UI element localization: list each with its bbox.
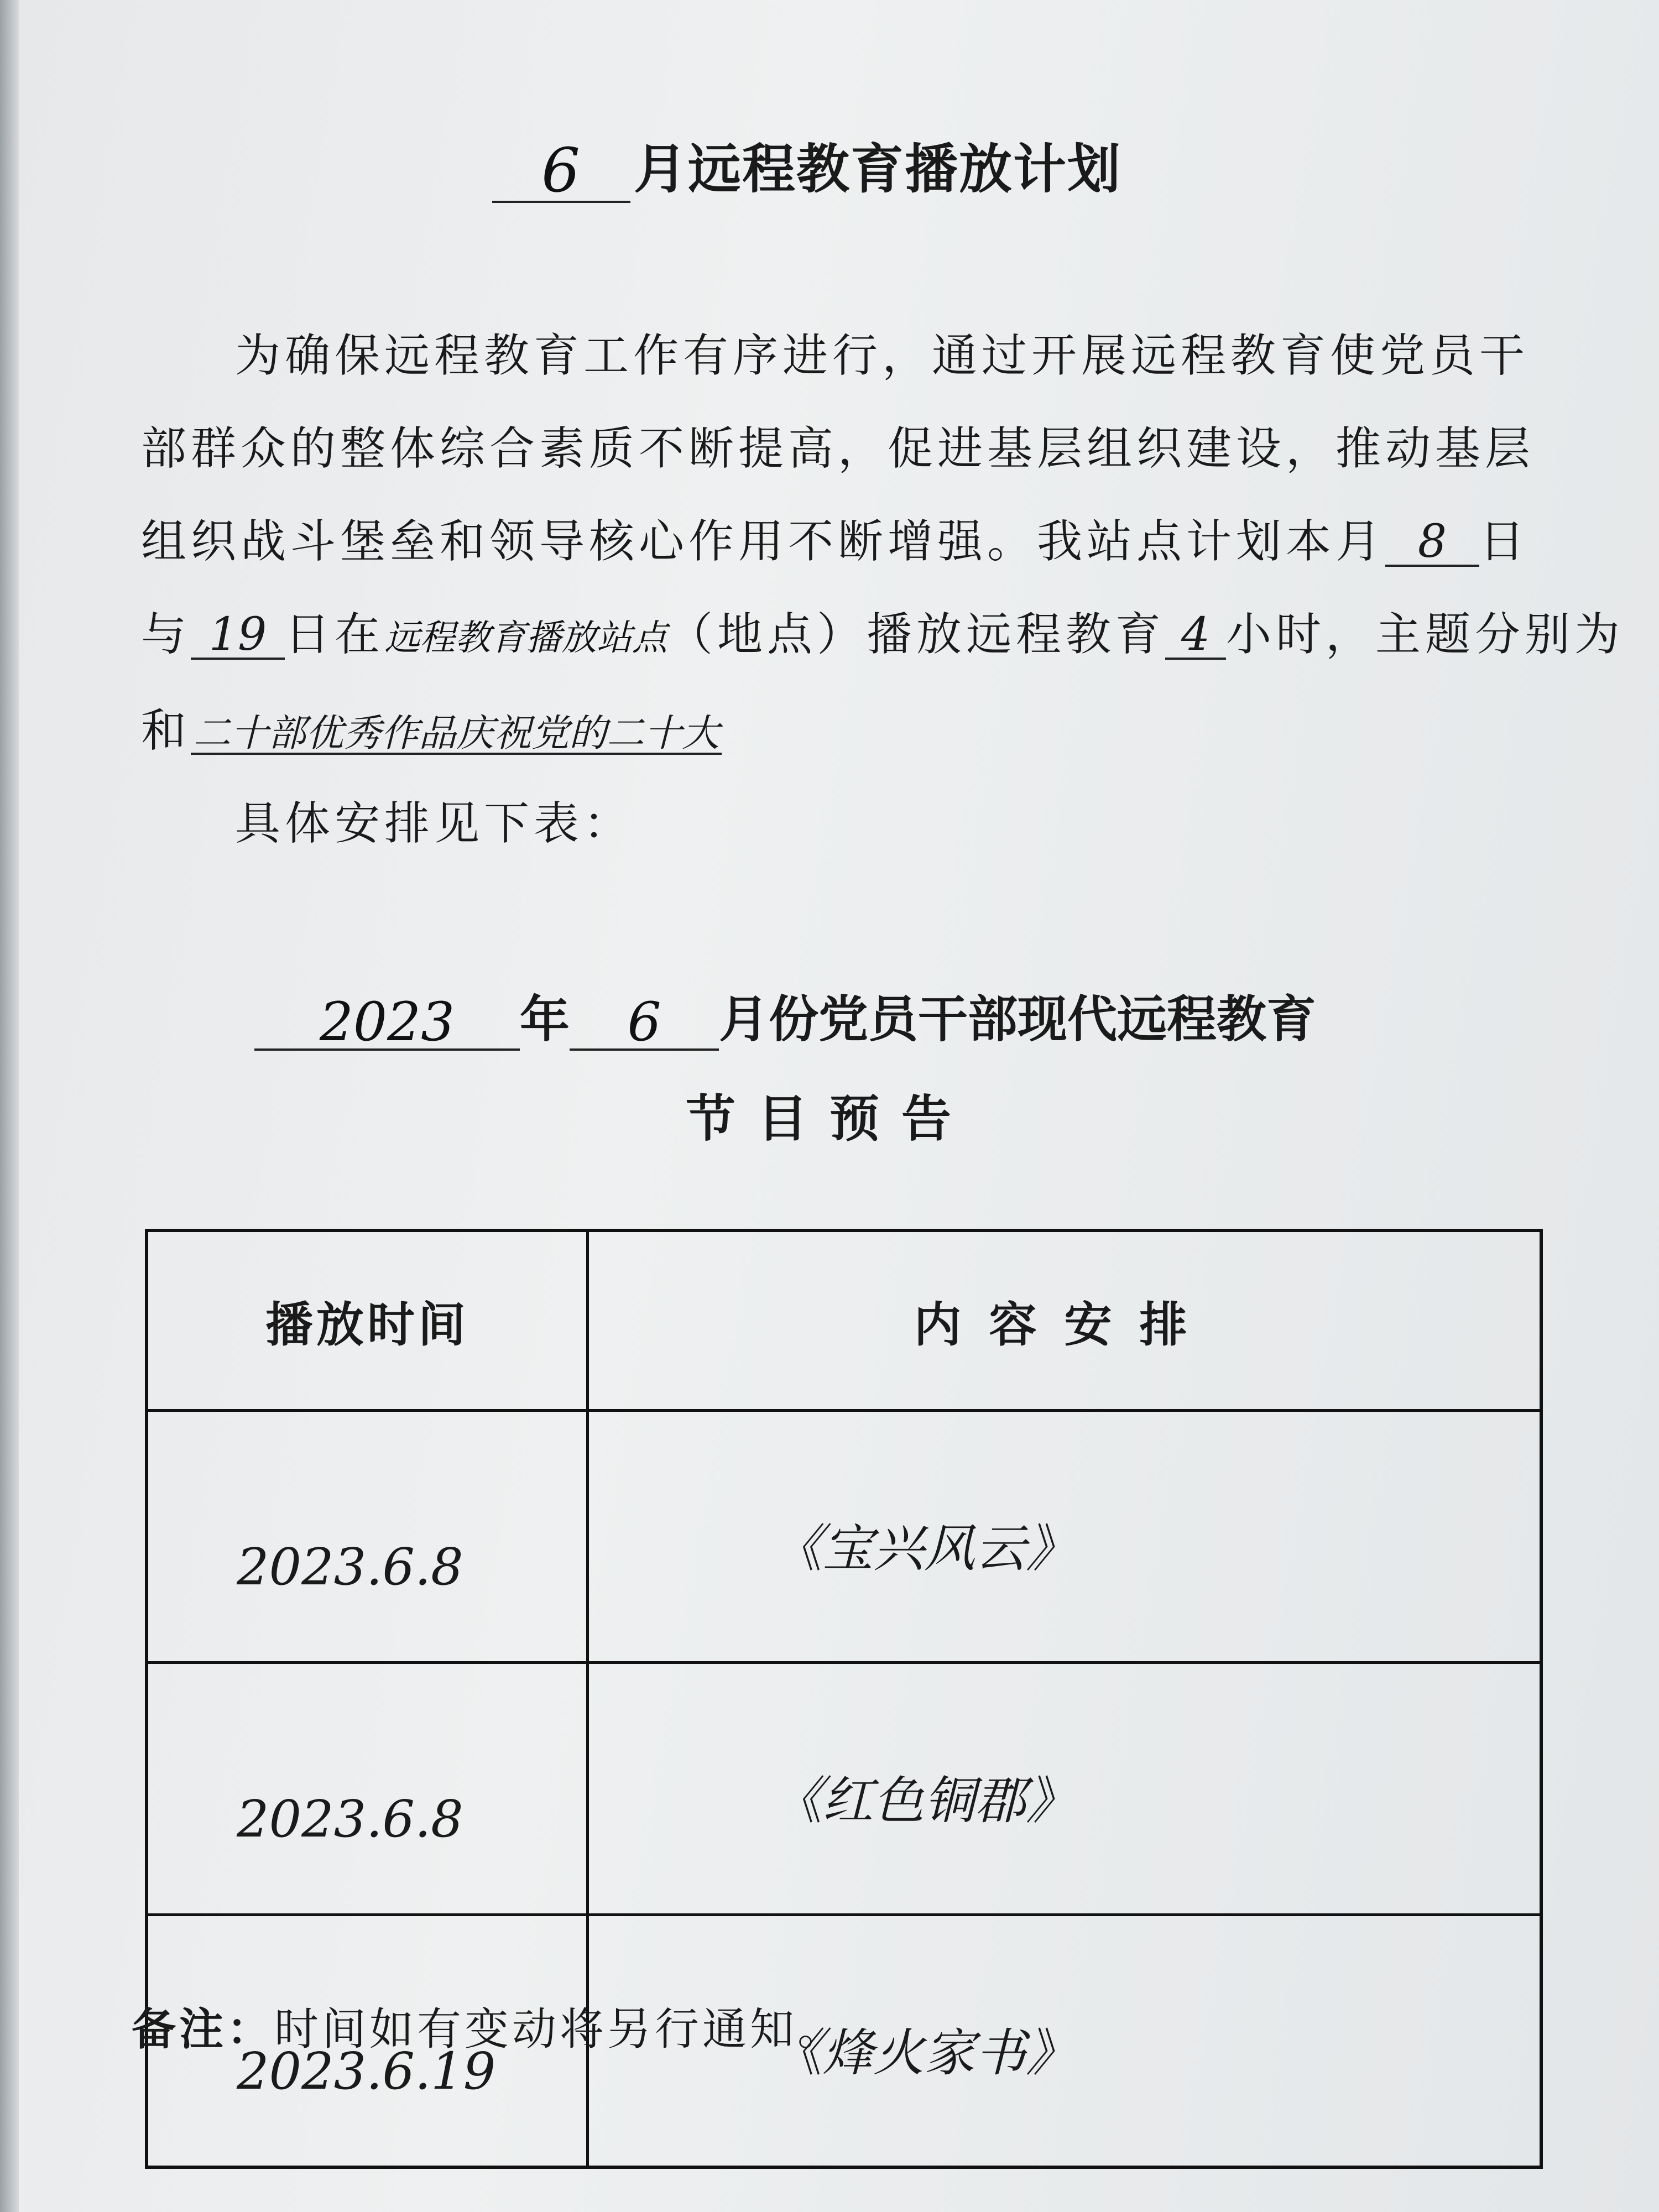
- intro-line5-prefix: 和: [141, 705, 191, 757]
- year-suffix: 年: [520, 990, 570, 1048]
- hours-fill: 4: [1165, 612, 1226, 660]
- table-row: [147, 1411, 1541, 1663]
- intro-line3-suffix: 日: [1479, 515, 1530, 568]
- table-row: [147, 1663, 1541, 1915]
- intro-line: [141, 588, 1625, 685]
- month-fill: 6: [570, 995, 719, 1051]
- row-program: 《宝兴风云》: [588, 1411, 1542, 1663]
- header-broadcast-time: 播放时间: [147, 1230, 588, 1411]
- intro-line4-mid1: 日在: [285, 608, 385, 661]
- row-program: 《红色铜郡》: [588, 1663, 1542, 1915]
- page-title: [492, 127, 1121, 206]
- title-text: 月远程教育播放计划: [634, 138, 1121, 200]
- row-date: 2023.6.19: [147, 1915, 588, 2168]
- row-date: 2023.6.8: [147, 1663, 588, 1915]
- intro-line3-prefix: 组织战斗堡垒和领导核心作用不断增强。我站点计划本月: [141, 515, 1386, 568]
- footnote: [132, 1994, 845, 2057]
- note-text: 时间如有变动将另行通知。: [274, 2004, 845, 2055]
- intro-line: [141, 495, 1535, 588]
- row-date: 2023.6.8: [147, 1411, 588, 1663]
- title-month-fill: 6: [492, 140, 630, 203]
- table-header-row: [147, 1230, 1541, 1411]
- year-fill: 2023: [254, 995, 520, 1051]
- intro-line4-prefix: 与: [141, 608, 191, 661]
- row-program: 《烽火家书》: [588, 1915, 1542, 2168]
- intro-line: 具体安排见下表：: [235, 797, 634, 850]
- topics-fill: 二十部优秀作品庆祝党的二十大: [191, 715, 722, 755]
- intro-line4-suffix: 小时，主题分别为: [1226, 608, 1625, 661]
- month-suffix: 月份党员干部现代远程教育: [719, 990, 1316, 1048]
- day2-fill: 19: [191, 612, 285, 660]
- place-fill: 远程教育播放站点: [384, 618, 668, 659]
- day1-fill: 8: [1385, 519, 1479, 567]
- schedule-heading: [254, 979, 1443, 1051]
- schedule-subheading: 节目预告: [686, 1090, 973, 1148]
- intro-line: 部群众的整体综合素质不断提高，促进基层组织建设，推动基层: [141, 422, 1535, 475]
- intro-line4-mid2: （地点）播放远程教育: [667, 608, 1166, 661]
- intro-line: 为确保远程教育工作有序进行，通过开展远程教育使党员干: [235, 330, 1530, 382]
- note-label: 备注：: [132, 2004, 274, 2055]
- header-content-arrangement: 内容安排: [588, 1230, 1542, 1411]
- intro-paragraph: [141, 310, 1625, 870]
- intro-line: [141, 685, 1535, 778]
